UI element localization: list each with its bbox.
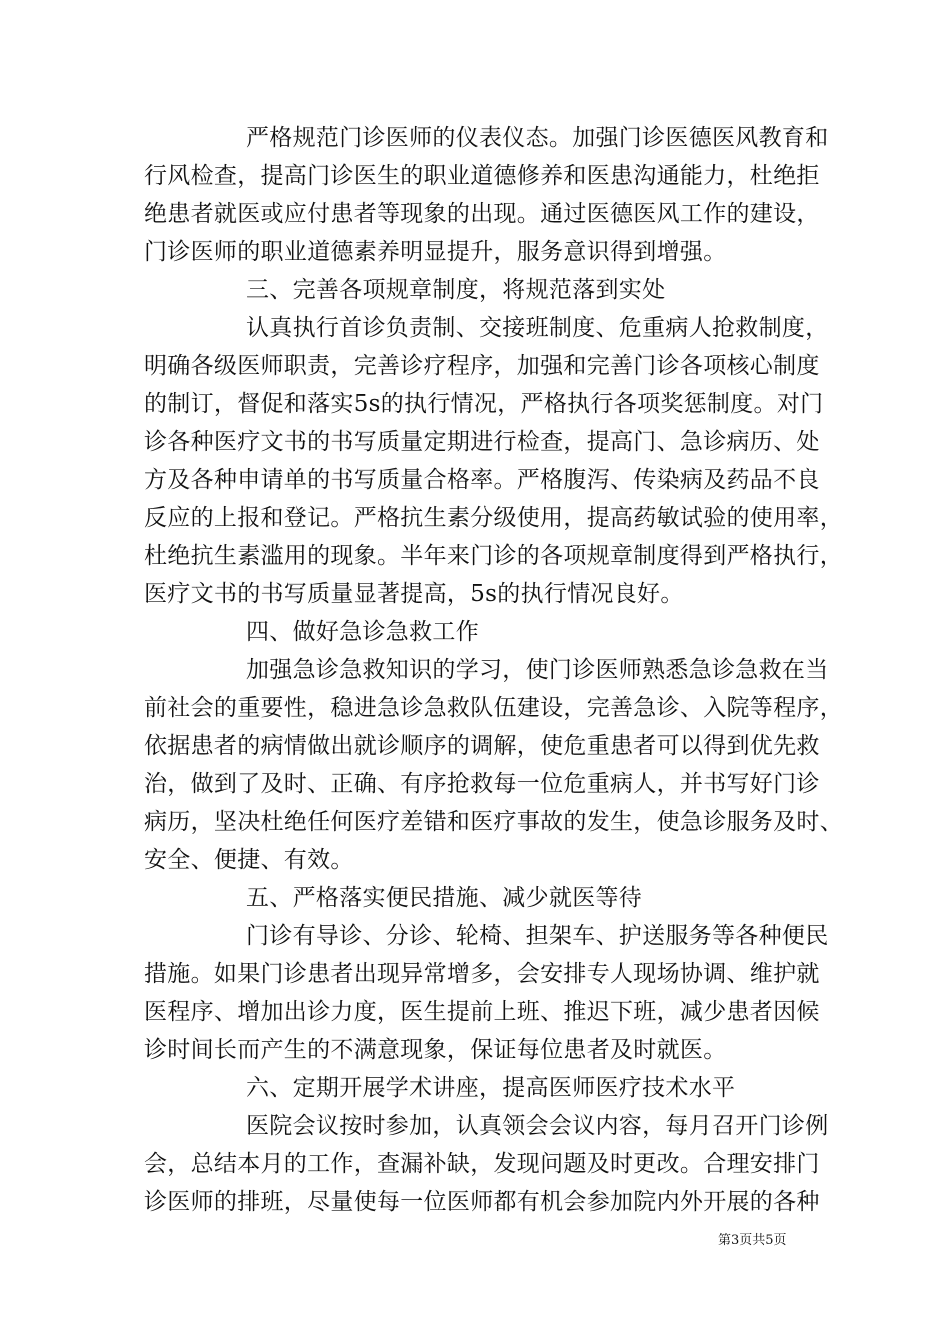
text-line: 门诊有导诊、分诊、轮椅、担架车、护送服务等各种便民: [246, 923, 829, 949]
text-line: 措施。如果门诊患者出现异常增多，会安排专人现场协调、维护就: [144, 961, 820, 987]
text-line: 加强急诊急救知识的学习，使门诊医师熟悉急诊急救在当: [246, 657, 829, 683]
text-line: 治，做到了及时、正确、有序抢救每一位危重病人，并书写好门诊: [144, 771, 820, 797]
text-line: 的制订，督促和落实5s的执行情况，严格执行各项奖惩制度。对门: [144, 391, 824, 417]
text-line: 诊各种医疗文书的书写质量定期进行检查，提高门、急诊病历、处: [144, 429, 820, 455]
text-line: 医院会议按时参加，认真领会会议内容，每月召开门诊例: [246, 1113, 829, 1139]
section-heading: 三、完善各项规章制度，将规范落到实处: [246, 277, 666, 303]
section-heading: 四、做好急诊急救工作: [246, 619, 479, 645]
text-line: 病历，坚决杜绝任何医疗差错和医疗事故的发生，使急诊服务及时、: [144, 809, 843, 835]
text-line: 医疗文书的书写质量显著提高，5s的执行情况良好。: [144, 581, 684, 607]
text-line: 医程序、增加出诊力度，医生提前上班、推迟下班，减少患者因候: [144, 999, 820, 1025]
text-line: 行风检查，提高门诊医生的职业道德修养和医患沟通能力，杜绝拒: [144, 163, 820, 189]
section-heading: 六、定期开展学术讲座，提高医师医疗技术水平: [246, 1075, 736, 1101]
text-line: 明确各级医师职责，完善诊疗程序，加强和完善门诊各项核心制度: [144, 353, 820, 379]
section-heading: 五、严格落实便民措施、减少就医等待: [246, 885, 643, 911]
text-line: 杜绝抗生素滥用的现象。半年来门诊的各项规章制度得到严格执行，: [144, 543, 843, 569]
text-line: 诊医师的排班，尽量使每一位医师都有机会参加院内外开展的各种: [144, 1189, 820, 1215]
text-line: 安全、便捷、有效。: [144, 847, 354, 873]
text-line: 认真执行首诊负责制、交接班制度、危重病人抢救制度，: [246, 315, 829, 341]
text-line: 绝患者就医或应付患者等现象的出现。通过医德医风工作的建设，: [144, 201, 820, 227]
text-line: 会，总结本月的工作，查漏补缺，发现问题及时更改。合理安排门: [144, 1151, 820, 1177]
text-line: 反应的上报和登记。严格抗生素分级使用，提高药敏试验的使用率，: [144, 505, 843, 531]
text-line: 前社会的重要性，稳进急诊急救队伍建设，完善急诊、入院等程序，: [144, 695, 843, 721]
text-line: 方及各种申请单的书写质量合格率。严格腹泻、传染病及药品不良: [144, 467, 820, 493]
text-line: 严格规范门诊医师的仪表仪态。加强门诊医德医风教育和: [246, 125, 829, 151]
text-line: 依据患者的病情做出就诊顺序的调解，使危重患者可以得到优先救: [144, 733, 820, 759]
page-number: 第3页共5页: [718, 1233, 787, 1248]
text-line: 诊时间长而产生的不满意现象，保证每位患者及时就医。: [144, 1037, 727, 1063]
text-line: 门诊医师的职业道德素养明显提升，服务意识得到增强。: [144, 239, 727, 265]
